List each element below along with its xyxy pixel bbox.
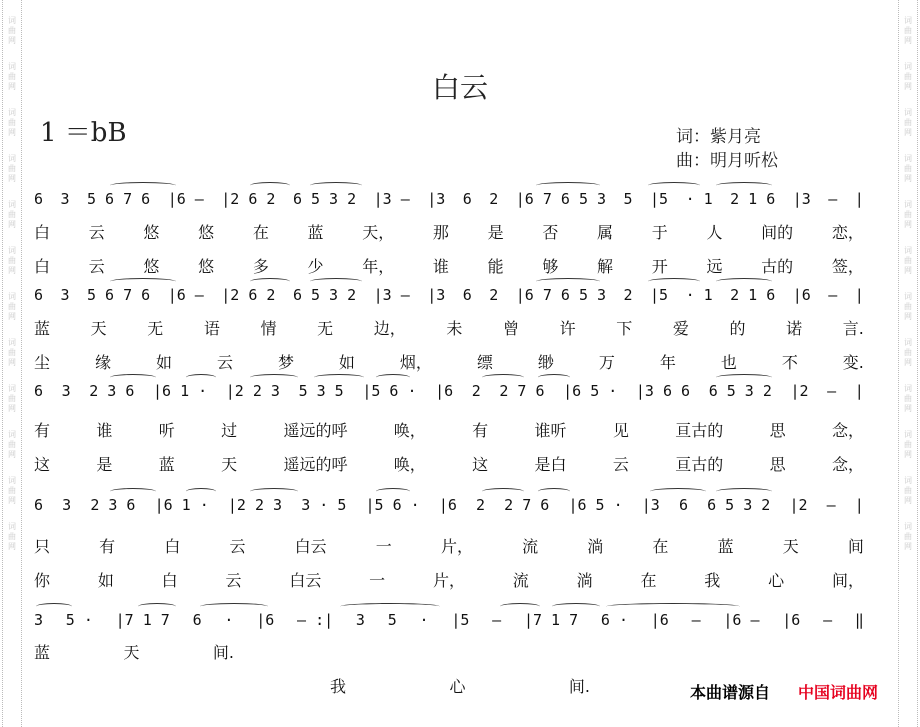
notation-cell: |7 1 7 [523,611,579,629]
slur-mark [138,603,176,610]
notation-cell: |3 [641,496,660,514]
slur-mark [648,278,700,285]
slur-mark [648,182,700,189]
lyricist-credit: 词：紫月亮 [676,127,761,147]
notation-cell: – [827,382,837,400]
notation-cell: |2 2 3 [227,496,283,514]
lyric-cell: 那 [432,223,449,242]
lyric-cell: 无 [317,319,334,338]
lyric-cell: 片， [432,571,465,590]
lyric-cell: 未 [446,319,463,338]
lyric-line [34,220,864,243]
lyric-line [34,568,864,591]
lyric-cell: 云 [225,571,242,590]
lyric-cell: 签， [831,257,864,276]
slur-mark [536,278,600,285]
notation-cell: 2 3 6 [90,496,136,514]
lyric-cell: 蓝 [717,537,734,556]
lyric-cell: 边， [373,319,406,338]
watermark-text: 词曲网 [8,200,16,229]
notation-cell: |6 – [167,190,204,208]
lyric-cell: 亘古的 [675,455,724,474]
slur-mark [36,603,72,610]
notation-cell: 2 3 6 [89,382,135,400]
notation-cell: |6 [792,286,811,304]
lyric-cell: 蓝 [307,223,324,242]
lyric-cell: 间， [831,571,864,590]
lyric-cell: 间. [568,677,590,696]
notation-cell: |2 [789,496,808,514]
lyric-cell: 许 [559,319,576,338]
notation-cell: 6 [34,496,44,514]
lyric-cell: 一 [369,571,386,590]
watermark-text: 词曲网 [904,200,912,229]
watermark-text: 词曲网 [8,522,16,551]
notation-cell: – [691,611,701,629]
lyric-cell: 够 [542,257,559,276]
notation-cell: 6 [192,611,202,629]
watermark-text: 词曲网 [904,338,912,367]
watermark-text: 词曲网 [904,476,912,505]
lyric-cell: 属 [597,223,614,242]
watermark-text: 词曲网 [904,430,912,459]
notation-cell: |6 1 · [153,382,208,400]
lyric-cell: 年 [659,353,676,372]
lyric-cell: 是 [96,455,113,474]
watermark-text: 词曲网 [8,154,16,183]
slur-mark [250,374,298,381]
watermark-text: 词曲网 [8,292,16,321]
lyric-cell: 缥 [476,353,493,372]
lyric-line [34,452,864,475]
lyric-cell: 万 [598,353,615,372]
lyric-cell: 如 [338,353,355,372]
lyric-cell: 流 [512,571,529,590]
notation-cell: – [492,611,502,629]
lyric-cell: 谁 [96,421,113,440]
notation-cell: |6 [782,611,801,629]
lyric-cell: 变. [842,353,864,372]
notation-cell: | [854,286,864,304]
notation-cell: 3 [355,611,365,629]
lyric-cell: 诺 [786,319,803,338]
watermark-text: 词曲网 [904,108,912,137]
lyric-cell: 云 [612,455,629,474]
notation-cell: |6 – [723,611,760,629]
slur-mark [110,278,176,285]
notation-cell: 6 5 3 2 [708,382,772,400]
lyric-cell: 年， [362,257,395,276]
lyric-line [34,254,864,277]
lyric-cell: 天 [782,537,799,556]
lyric-cell: 白 [161,571,178,590]
notation-cell: 6 5 3 2 [292,190,357,208]
notation-cell: |6 [435,382,454,400]
notation-cell: · [419,611,429,629]
notation-cell: |2 6 2 [221,190,276,208]
notation-cell: |2 2 3 [225,382,280,400]
slur-mark [552,603,600,610]
slur-mark [314,374,364,381]
notation-cell: 5 · [65,611,93,629]
notation-cell: |5 [650,190,669,208]
watermark-text: 词曲网 [8,338,16,367]
slur-mark [536,182,600,189]
slur-mark [310,278,362,285]
slur-mark [250,182,290,189]
notation-line [34,286,864,304]
slur-mark [376,374,410,381]
notation-cell: |2 [790,382,809,400]
lyric-line [34,316,864,339]
notation-cell: 2 [489,286,499,304]
lyric-cell: 烟， [399,353,432,372]
lyric-cell: 不 [781,353,798,372]
lyric-cell: 尘 [34,353,51,372]
lyric-cell: 蓝 [34,643,51,662]
lyric-cell: 白 [34,223,51,242]
lyric-cell: 天 [123,643,140,662]
lyric-cell: 天 [90,319,107,338]
lyric-cell: 否 [542,223,559,242]
slur-mark [482,374,524,381]
notation-cell: |6 5 · [563,382,618,400]
notation-cell: 3 [61,382,71,400]
watermark-text: 词曲网 [904,522,912,551]
lyric-cell: 念， [831,421,864,440]
lyric-cell: 唤， [393,421,426,440]
notation-cell: |3 – [373,190,410,208]
notation-cell: |6 7 6 5 3 [515,286,607,304]
notation-cell: | [854,496,864,514]
lyric-cell: 白 [164,537,181,556]
notation-cell: |5 [650,286,669,304]
slur-mark [606,603,740,610]
lyric-cell: 一 [375,537,392,556]
lyric-cell: 悠 [198,257,215,276]
lyric-cell: 淌 [576,571,593,590]
lyric-cell: 听 [158,421,175,440]
lyric-cell: 远 [706,257,723,276]
notation-cell: |2 6 2 [221,286,276,304]
notation-cell: 2 1 6 [730,286,776,304]
notation-cell: |3 – [373,286,410,304]
lyric-cell: 少 [307,257,324,276]
slur-mark [110,374,156,381]
page-title: 白云 [431,71,488,104]
notation-cell: |3 [427,286,446,304]
lyric-cell: 悠 [143,257,160,276]
lyric-cell: 云 [229,537,246,556]
lyric-line [34,534,864,557]
lyric-cell: 如 [97,571,114,590]
lyric-cell: 间. [212,643,234,662]
notation-cell: 5 [387,611,397,629]
notation-cell: |6 [650,611,669,629]
lyric-cell: 天， [362,223,395,242]
lyric-cell: 于 [651,223,668,242]
notation-cell: 2 1 6 [730,190,776,208]
lyric-cell: 过 [221,421,238,440]
notation-cell: 6 [34,286,44,304]
lyric-cell: 心 [449,677,466,696]
notation-cell: 5 [623,190,633,208]
notation-cell: 6 [462,190,472,208]
notation-cell: |6 5 · [568,496,623,514]
slur-mark [376,488,410,495]
notation-cell: 3 [62,496,72,514]
lyric-cell: 是 [487,223,504,242]
watermark-text: 词曲网 [904,292,912,321]
lyric-line [34,640,234,663]
lyric-cell: 曾 [503,319,520,338]
lyric-cell: 也 [720,353,737,372]
notation-cell: · 1 [685,190,713,208]
notation-cell: 6 · [600,611,628,629]
slur-mark [538,488,570,495]
lyric-cell: 遥远的呼 [283,455,348,474]
slur-mark [716,278,772,285]
lyric-cell: 间的 [761,223,794,242]
lyric-cell: 流 [522,537,539,556]
lyric-cell: 恋， [831,223,864,242]
lyric-cell: 缘 [94,353,111,372]
lyric-cell: 蓝 [34,319,51,338]
notation-cell: 2 [476,496,486,514]
watermark-text: 词曲网 [904,246,912,275]
notation-cell: 2 [471,382,481,400]
watermark-text: 词曲网 [8,246,16,275]
lyric-cell: 人 [706,223,723,242]
watermark-text: 词曲网 [8,384,16,413]
notation-line [34,611,864,629]
lyric-cell: 云 [88,257,105,276]
lyric-cell: 思 [769,455,786,474]
lyric-cell: 语 [203,319,220,338]
notation-cell: 5 6 7 6 [87,190,151,208]
slur-mark [186,374,216,381]
lyric-cell: 白云 [289,571,322,590]
lyric-cell: 这 [472,455,489,474]
notation-cell: 3 [34,611,44,629]
notation-cell: 5 6 7 6 [87,286,151,304]
lyric-cell: 在 [652,537,669,556]
watermark-text: 词曲网 [904,154,912,183]
lyric-cell: 云 [88,223,105,242]
lyric-cell: 云 [216,353,233,372]
lyric-cell: 这 [34,455,51,474]
lyric-cell: 多 [252,257,269,276]
notation-cell: – [823,611,833,629]
lyric-cell: 心 [768,571,785,590]
notation-cell: 2 7 6 [504,496,550,514]
slur-mark [482,488,524,495]
lyric-cell: 情 [260,319,277,338]
watermark-text: 词曲网 [8,476,16,505]
slur-mark [310,182,362,189]
lyric-cell: 悠 [143,223,160,242]
slur-mark [250,278,290,285]
notation-cell: – [828,286,838,304]
lyric-cell: 无 [147,319,164,338]
lyric-cell: 在 [252,223,269,242]
lyric-cell: 你 [34,571,51,590]
notation-cell: |6 1 · [154,496,209,514]
notation-cell: 6 [34,190,44,208]
lyric-cell: 解 [597,257,614,276]
lyric-cell: 古的 [761,257,794,276]
lyric-cell: 淌 [587,537,604,556]
lyric-cell: 念， [831,455,864,474]
lyric-cell: 如 [155,353,172,372]
lyric-cell: 蓝 [158,455,175,474]
lyric-cell: 的 [729,319,746,338]
slur-mark [650,488,706,495]
watermark-text: 词曲网 [8,108,16,137]
lyric-cell: 有 [34,421,51,440]
lyric-cell: 我 [704,571,721,590]
lyric-cell: 言. [842,319,864,338]
notation-cell: |3 [792,190,811,208]
lyric-cell: 能 [487,257,504,276]
lyric-cell: 爱 [672,319,689,338]
slur-mark [250,488,298,495]
notation-cell: |7 1 7 [115,611,170,629]
notation-cell: 2 7 6 [499,382,545,400]
notation-cell: |3 [427,190,446,208]
lyric-line [34,350,864,373]
notation-cell: 6 [34,382,44,400]
lyric-cell: 是白 [534,455,567,474]
slur-mark [716,374,772,381]
notation-cell: | [854,382,864,400]
slur-mark [500,603,540,610]
notation-cell: 3 [60,190,70,208]
slur-mark [110,182,176,189]
notation-cell: 5 3 5 [298,382,344,400]
lyric-cell: 悠 [198,223,215,242]
lyric-cell: 缈 [537,353,554,372]
lyric-cell: 在 [640,571,657,590]
lyric-cell: 亘古的 [675,421,724,440]
notation-cell: 3 · 5 [301,496,347,514]
slur-mark [186,488,216,495]
key-signature: 1 ＝bB [40,118,127,148]
notation-cell: ‖ [854,611,864,629]
notation-cell: |5 6 · [362,382,417,400]
slur-mark [716,182,772,189]
slur-mark [340,603,440,610]
notation-cell: 6 [462,286,472,304]
lyric-line [330,674,590,697]
lyric-cell: 天 [221,455,238,474]
lyric-cell: 思 [769,421,786,440]
watermark-text: 词曲网 [8,62,16,91]
left-watermark-strip [2,0,22,727]
notation-cell: – [826,496,836,514]
slur-mark [716,488,772,495]
lyric-line [34,418,864,441]
lyric-cell: 白云 [294,537,327,556]
notation-line [34,190,864,208]
notation-cell: – [828,190,838,208]
notation-cell: |6 7 6 5 3 [515,190,607,208]
notation-cell: |6 – [167,286,204,304]
notation-cell: | [854,190,864,208]
lyric-cell: 谁 [432,257,449,276]
lyric-cell: 下 [616,319,633,338]
notation-cell: |3 6 6 [635,382,691,400]
notation-cell: 3 [60,286,70,304]
slur-mark [200,603,268,610]
notation-cell: |5 6 · [365,496,420,514]
lyric-cell: 只 [34,537,51,556]
notation-cell: 6 5 3 2 [707,496,771,514]
lyric-cell: 有 [99,537,116,556]
notation-cell: 6 [678,496,688,514]
notation-cell: – :| [297,611,334,629]
notation-cell: · 1 [685,286,713,304]
notation-cell: |6 [256,611,275,629]
notation-cell: 2 [623,286,633,304]
notation-line [34,382,864,400]
notation-line [34,496,864,514]
lyric-cell: 白 [34,257,51,276]
slur-mark [110,488,156,495]
notation-cell: 2 [489,190,499,208]
lyric-cell: 间 [847,537,864,556]
notation-cell: 6 5 3 2 [292,286,357,304]
watermark-text: 词曲网 [8,430,16,459]
slur-mark [538,374,570,381]
lyric-cell: 片， [440,537,473,556]
watermark-text: 词曲网 [8,16,16,45]
lyric-cell: 我 [330,677,347,696]
right-watermark-strip [898,0,918,727]
notation-cell: · [224,611,234,629]
lyric-cell: 唤， [393,455,426,474]
source-label: 本曲谱源自 [690,683,771,702]
composer-credit: 曲：明月听松 [676,151,778,171]
watermark-text: 词曲网 [904,16,912,45]
source-site-link[interactable]: 中国词曲网 [798,683,879,702]
lyric-cell: 开 [651,257,668,276]
notation-cell: |5 [451,611,470,629]
watermark-text: 词曲网 [904,62,912,91]
lyric-cell: 遥远的呼 [283,421,348,440]
lyric-cell: 梦 [277,353,294,372]
lyric-cell: 有 [472,421,489,440]
notation-cell: |6 [438,496,457,514]
watermark-text: 词曲网 [904,384,912,413]
lyric-cell: 谁听 [534,421,567,440]
lyric-cell: 见 [612,421,629,440]
